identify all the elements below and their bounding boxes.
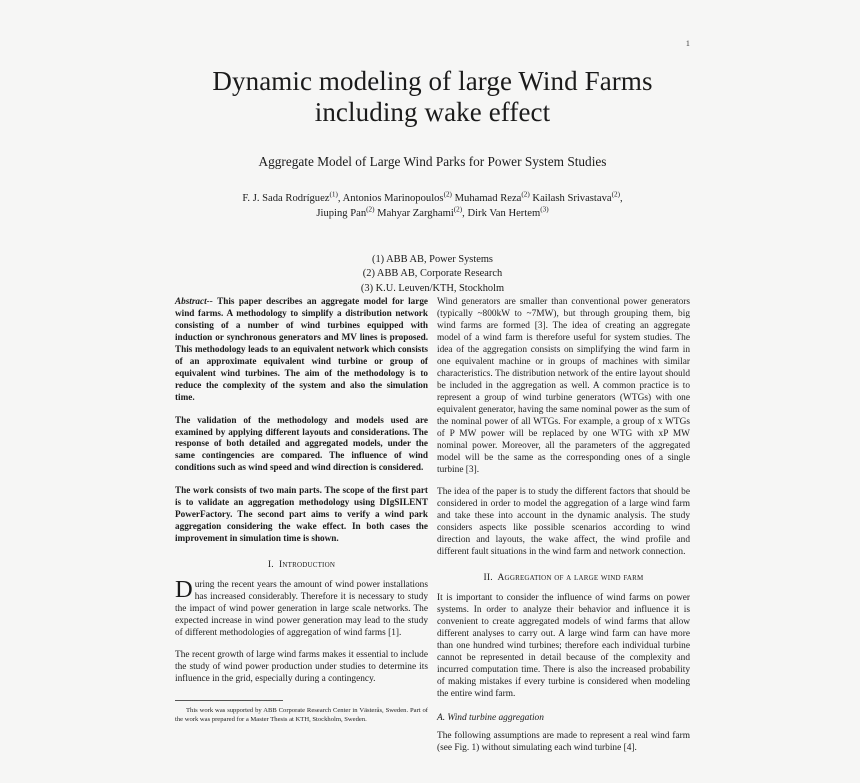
title-line-2: including wake effect (314, 97, 551, 128)
author-name: Mahyar Zarghami (374, 208, 454, 220)
intro-paragraph: The recent growth of large wind farms makes it essential to include the study of wind power production under studies to determine its influence in the grid, especially during a contingency. (175, 649, 428, 684)
page-number: 1 (685, 38, 690, 48)
abstract-paragraph: The work consists of two main parts. The scope of the first part is to validate an aggregation methodology using DIgSILENT PowerFactory. The second part aims to verify a wind park aggregation considering the wake effect. In both cases the improvement in simulation time is shown. (175, 485, 428, 544)
left-column (175, 296, 428, 746)
footnote-separator (175, 700, 283, 701)
subsection-heading-wind-turbine-aggregation: A. Wind turbine aggregation (437, 712, 544, 723)
author-affiliation-marker: (2) (453, 205, 463, 214)
paper-subtitle: Aggregate Model of Large Wind Parks for Power System Studies (258, 153, 607, 169)
author-name: , Antonios Marinopoulos (337, 192, 444, 204)
abstract-text: This paper describes an aggregate model for large wind farms. A methodology to simplify a distribution network consisting of a number of wind turbines equipped with induction or synchronous generators and MV lines is proposed. This methodology leads to an equivalent network which consists of an approximate equivalent wind turbine or group of equivalent wind turbines. The aim of the methodology is to reduce the complexity of the system and also the simulation time. (175, 296, 428, 402)
right-column (437, 296, 690, 753)
author-name: Kailash Srivastava (529, 192, 612, 204)
section-title: Aggregation of a large wind farm (497, 572, 644, 583)
author-name: Muhamad Reza (451, 192, 522, 204)
footnote (175, 700, 428, 725)
body-columns (175, 296, 690, 753)
affiliation-item: (1) ABB AB, Power Systems (372, 253, 493, 265)
author-affiliation-marker: (3) (540, 205, 549, 214)
body-paragraph: Wind generators are smaller than conventional power generators (typically ~800kW to ~7MW), but through grouping them, big wind farms are formed [3]. The idea of creating an aggregate model of a wind farm is therefore useful for system studies. The idea of the aggregation consists on simplifying the wind farm in one equivalent machine or in groups of machines with similar characteristics. The distribution network of the entire layout should be included in the aggregation as well. A common practice is to represent a group of wind turbine generators (WTGs) with one equivalent generator, having the same nominal power as the sum of the nominal power of all WTGs. For example, a group of x WTGs of P MW power will be replaced by one WTG with xP MW nominal power. Moreover, all the parameters of the aggregated model will be the same as the corresponding ones of a single turbine [3]. (437, 297, 690, 475)
author-affiliation-marker: (2) (521, 190, 530, 199)
section-heading-aggregation (437, 573, 690, 583)
section-heading-introduction (175, 560, 428, 570)
body-paragraph: The following assumptions are made to represent a real wind farm (see Fig. 1) without simulating each wind turbine [4]. (437, 730, 690, 753)
author-name: F. J. Sada Rodríguez (242, 192, 330, 204)
author-list (175, 191, 690, 222)
author-affiliation-marker: (1) (329, 190, 338, 199)
abstract-paragraph (175, 296, 428, 404)
drop-cap: D (175, 576, 193, 604)
affiliation-list (175, 253, 690, 297)
abstract-label: Abstract-- (175, 296, 213, 306)
author-name: Jiuping Pan (316, 208, 367, 220)
author-separator: , (619, 192, 623, 204)
body-paragraph: The idea of the paper is to study the different factors that should be considered in order to model the aggregation of a large wind farm and take these into account in the dynamic analysis. The study considers aspects like possible scenarios according to wind direction and layouts, the wake affect, the wind profile and different fault situations in the wind farm and network connection. (437, 486, 690, 557)
author-affiliation-marker: (2) (366, 205, 375, 214)
intro-text: uring the recent years the amount of wind power installations has increased considerably. Therefore it is necessary to study the impact of wind power generation in large scale networks. The expected increase in wind power generation may lead to the study of different methodologies of aggregation of wind farms [1]. (175, 580, 428, 639)
abstract-paragraph: The validation of the methodology and models used are examined by applying different layouts and considerations. The response of both detailed and aggregated models, under the same contingencies are compared. The influence of wind conditions such as wind speed and wind direction is considered. (175, 414, 428, 473)
author-name: , Dirk Van Hertem (462, 208, 541, 220)
body-paragraph: It is important to consider the influence of wind farms on power systems. In order to analyze their behavior and influence it is convenient to create aggregated models of wind farms that allow different analyses to carry out. A large wind farm can have more than one hundred wind turbines; therefore each individual turbine cannot be represented in detail because of the complexity and incurred computation time. There is also the increased probability of making mistakes if every turbine is considered when modeling the entire wind farm. (437, 592, 690, 699)
section-title: Introduction (278, 560, 336, 571)
footnote-text: This work was supported by ABB Corporate Research Center in Västerås, Sweden. Part of the work was prepared for a Master Thesis at KTH, Stockholm, Sweden. (175, 707, 428, 724)
title-line-1: Dynamic modeling of large Wind Farms (212, 66, 653, 96)
section-numeral: I. (267, 560, 274, 571)
author-affiliation-marker: (2) (443, 190, 452, 199)
affiliation-item: (2) ABB AB, Corporate Research (362, 268, 503, 280)
affiliation-item: (3) K.U. Leuven/KTH, Stockholm (360, 283, 505, 295)
author-affiliation-marker: (2) (611, 190, 620, 199)
masthead (175, 66, 690, 297)
intro-paragraph (175, 576, 428, 639)
page-title (175, 66, 690, 129)
section-numeral: II. (483, 572, 493, 583)
